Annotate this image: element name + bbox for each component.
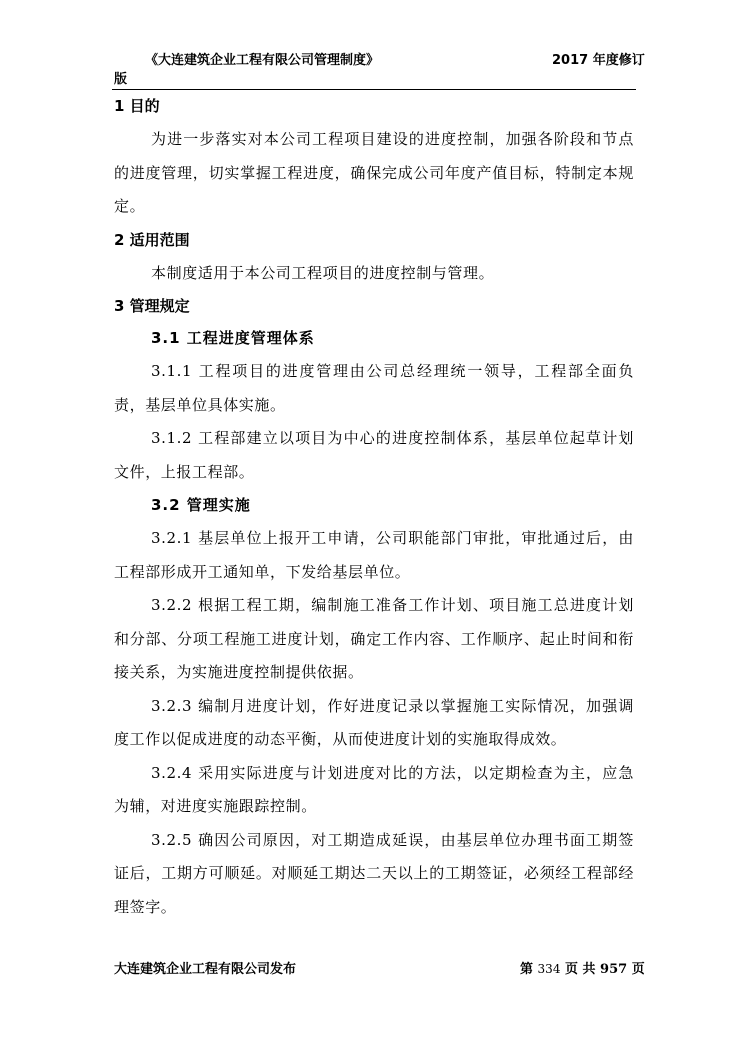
paragraph: 3.2.5 确因公司原因，对工期造成延误，由基层单位办理书面工期签证后，工期方可顺延。对顺延工期达二天以上的工期签证，必须经工程部经理签字。: [114, 830, 634, 916]
paragraph: 3.2.2 根据工程工期，编制施工准备工作计划、项目施工总进度计划和分部、分项工程施工进度计划，确定工作内容、工作顺序、起止时间和衔接关系，为实施进度控制提供依据。: [114, 596, 634, 681]
paragraph: 3.2.1 基层单位上报开工申请，公司职能部门审批，审批通过后，由工程部形成开工通知单，下发给基层单位。: [114, 529, 634, 581]
header-document-title: 《大连建筑企业工程有限公司管理制度》: [145, 53, 380, 68]
current-page-number: 334: [537, 962, 561, 976]
paragraph: 3.1.1 工程项目的进度管理由公司总经理统一领导，工程部全面负责，基层单位具体实施。: [114, 362, 634, 414]
page-suffix: 页: [631, 962, 645, 977]
footer-publisher: 大连建筑企业工程有限公司发布: [114, 962, 297, 977]
paragraph: 为进一步落实对本公司工程项目建设的进度控制，加强各阶段和节点的进度管理，切实掌握工程进度，确保完成公司年度产值目标，特制定本规定。: [114, 130, 634, 215]
document-body: [114, 90, 634, 924]
footer-page-number: [520, 961, 645, 978]
subsection-heading-implementation: 3.2 管理实施: [151, 496, 251, 514]
subsection-heading-system: 3.1 工程进度管理体系: [151, 329, 315, 347]
paragraph: 3.2.4 采用实际进度与计划进度对比的方法，以定期检查为主，应急为辅，对进度实施跟踪控制。: [114, 763, 634, 815]
paragraph: 本制度适用于本公司工程项目的进度控制与管理。: [151, 263, 495, 282]
section-heading-purpose: 1 目的: [114, 97, 160, 115]
paragraph: 3.2.3 编制月进度计划，作好进度记录以掌握施工实际情况，加强调度工作以促成进度的动态平衡，从而使进度计划的实施取得成效。: [114, 696, 634, 748]
total-page-number: 957: [600, 962, 628, 977]
header-revision-wrap: 版: [114, 72, 128, 87]
page-prefix: 第: [520, 962, 534, 977]
section-heading-rules: 3 管理规定: [114, 297, 190, 315]
header-revision: 2017 年度修订: [552, 53, 645, 68]
section-heading-scope: 2 适用范围: [114, 230, 190, 249]
paragraph: 3.1.2 工程部建立以项目为中心的进度控制体系，基层单位起草计划文件，上报工程部。: [114, 429, 634, 481]
page-mid: 页 共: [564, 962, 596, 977]
